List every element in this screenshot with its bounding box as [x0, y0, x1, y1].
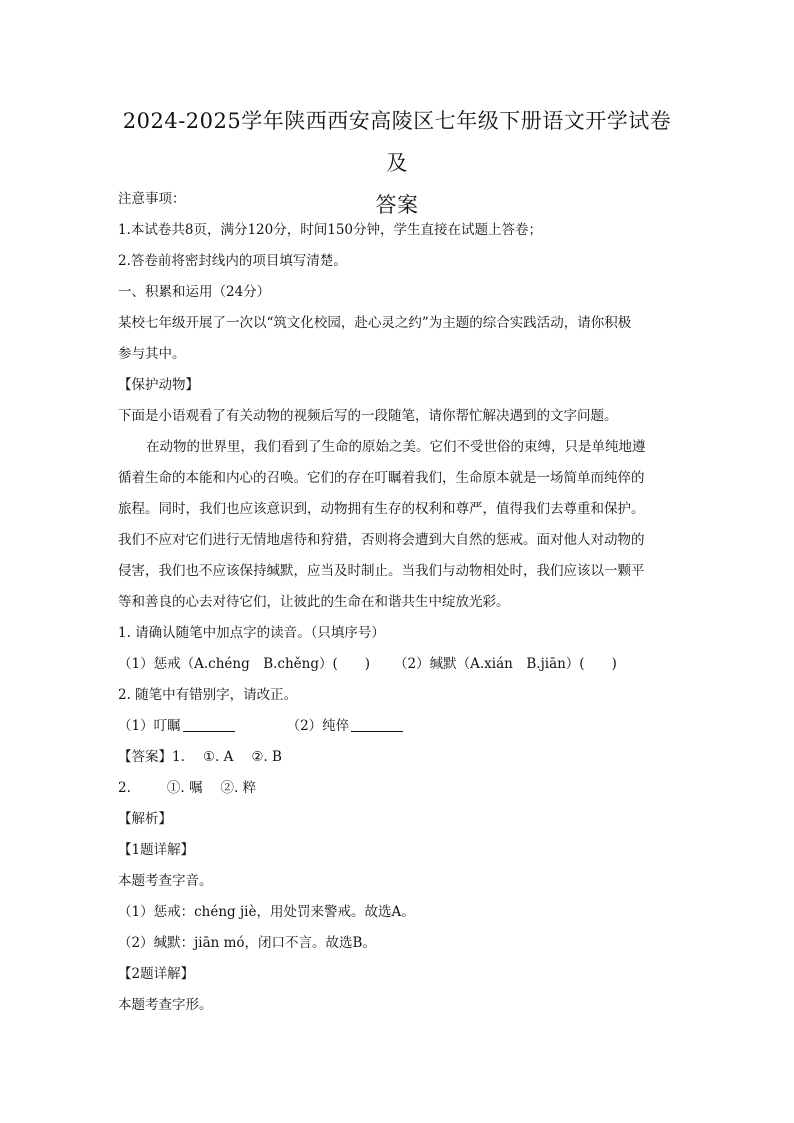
question-1-part-1: （1）惩戒（A.chéng B.chěng）( ) — [118, 656, 371, 672]
question-2-part-2: （2）纯倅 — [286, 718, 350, 734]
essay-line-1: 在动物的世界里，我们看到了生命的原始之美。它们不受世俗的束缚，只是单纯地遵 — [146, 439, 646, 455]
essay-line-3: 旅程。同时，我们也应该意识到，动物拥有生存的权利和尊严，值得我们去尊重和保护。 — [118, 501, 645, 517]
analysis-sub-1-text: 本题考查字音。 — [118, 873, 213, 889]
analysis-sub-2: 【2题详解】 — [118, 966, 195, 982]
analysis-explanation-2: （2）缄默：jiān mó，闭口不言。故选B。 — [118, 935, 376, 951]
title-line-2: 答案 — [375, 193, 419, 217]
section-intro-line-2: 参与其中。 — [118, 346, 186, 362]
notes-item-1: 1.本试卷共8页，满分120分，时间150分钟，学生直接在试题上答卷； — [118, 222, 543, 238]
question-1-stem: 1. 请确认随笔中加点字的读音。（只填序号） — [118, 625, 385, 641]
question-1-parts — [118, 649, 678, 680]
answer-blank-1[interactable] — [183, 717, 235, 732]
essay-line-4: 我们不应对它们进行无情地虐待和狩猎，否则将会遭到大自然的惩戒。面对他人对动物的 — [118, 532, 645, 548]
question-2-parts — [118, 711, 678, 742]
answer-label-2: 2. — [118, 780, 131, 796]
answer-label: 【答案】1. — [118, 749, 185, 765]
title-line-1: 2024-2025学年陕西西安高陵区七年级下册语文开学试卷及 — [122, 109, 672, 175]
analysis-sub-2-text: 本题考查字形。 — [118, 997, 213, 1013]
essay-line-5: 侵害，我们也不应该保持缄默，应当及时制止。当我们与动物相处时，我们应该以一颗平 — [118, 563, 645, 579]
question-2-part-1: （1）叮瞩 — [118, 718, 181, 734]
block-heading: 【保护动物】 — [118, 377, 199, 393]
section-heading: 一、积累和运用（24分） — [118, 284, 271, 300]
answer-1-a: ①. A — [202, 749, 234, 765]
document-body — [118, 184, 678, 1021]
analysis-explanation-1: （1）惩戒：chéng jiè，用处罚来警戒。故选A。 — [118, 904, 415, 920]
question-1-part-2: （2）缄默（A.xián B.jiān）( ) — [394, 656, 617, 672]
notes-item-2: 2.答卷前将密封线内的项目填写清楚。 — [118, 253, 347, 269]
answer-2-a: ①. 嘱 — [166, 780, 203, 796]
answer-line-1 — [118, 742, 678, 773]
analysis-sub-1: 【1题详解】 — [118, 842, 195, 858]
answer-line-2 — [118, 773, 678, 804]
question-2-stem: 2. 随笔中有错别字，请改正。 — [118, 687, 298, 703]
answer-2-b: ②. 粹 — [220, 780, 257, 796]
block-lead: 下面是小语观看了有关动物的视频后写的一段随笔，请你帮忙解决遇到的文字问题。 — [118, 408, 618, 424]
analysis-heading: 【解析】 — [118, 811, 172, 827]
answer-1-b: ②. B — [251, 749, 282, 765]
notes-heading: 注意事项： — [118, 191, 186, 207]
section-intro-line-1: 某校七年级开展了一次以“筑文化校园，赴心灵之约”为主题的综合实践活动，请你积极 — [118, 315, 632, 331]
essay-line-2: 循着生命的本能和内心的召唤。它们的存在叮瞩着我们，生命原本就是一场简单而纯倅的 — [118, 470, 645, 486]
answer-blank-2[interactable] — [351, 717, 403, 732]
essay-line-6: 等和善良的心去对待它们，让彼此的生命在和谐共生中绽放光彩。 — [118, 594, 510, 610]
